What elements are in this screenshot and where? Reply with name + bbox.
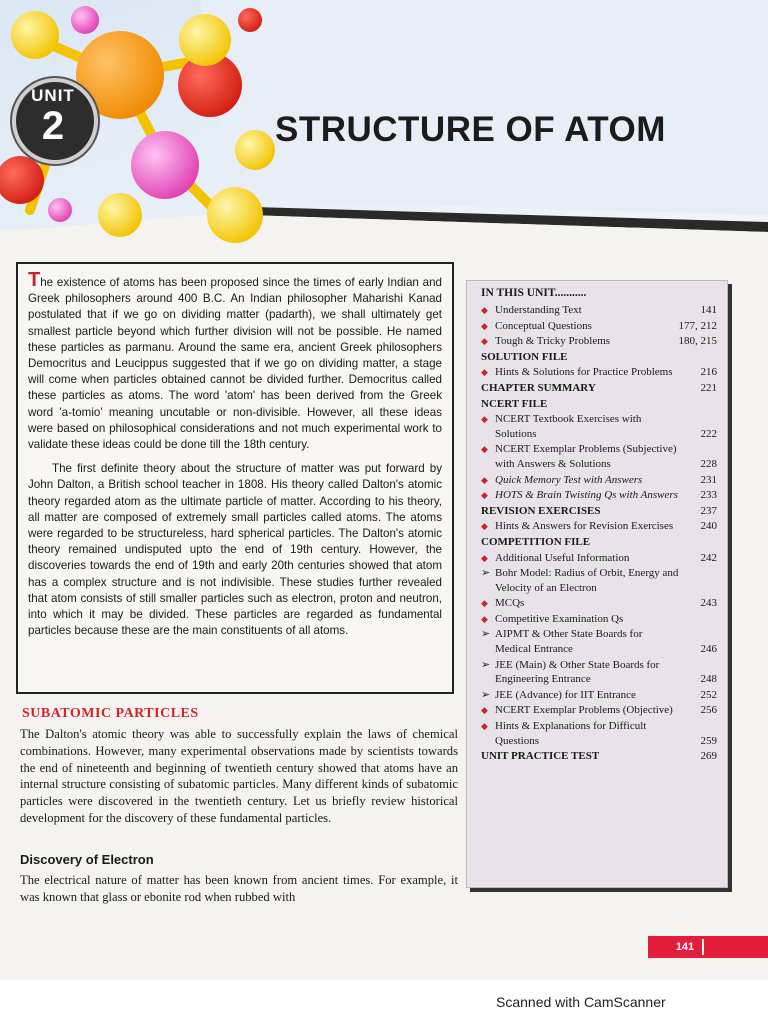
toc-item: [481, 303, 717, 318]
unit-label: UNIT: [31, 86, 75, 105]
toc-item: [481, 658, 717, 687]
toc-page-number: 233: [700, 489, 717, 502]
toc-item-label: Tough & Tricky Problems: [495, 335, 611, 348]
toc-item: [481, 703, 717, 718]
diamond-bullet-icon: ◆: [481, 490, 488, 501]
toc-item-label: Hints & Explanations for Difficult Questions: [495, 720, 647, 747]
toc-item-label: Additional Useful Information: [495, 551, 630, 564]
toc-item-label: Hints & Answers for Revision Exercises: [495, 520, 674, 533]
intro-paragraph-1-text: he existence of atoms has been proposed since the times of early Indian and Greek philosophers around 400 B.C. An Indian philosopher Maharishi Kanad postulated that if we go on dividing matter (padarth), we shall ultimately get smallest particle beyond which further division will not be possible. He named these particles as parmanu. Around the same era, ancient Greek philosophers Democritus and Leucippus suggested that if we go on dividing matter, a stage will come when particles obtained cannot be divided further. Democritus called these particles as atoms. The word 'atom' has been derived from the Greek word 'a-tomio' meaning uncutable or non-divisible. However, all these ideas were based on philosophical considerations and not much experimental work to validate these ideas could be done till the 18th century.: [28, 276, 442, 452]
toc-item-label: MCQs: [495, 597, 525, 610]
toc-section: [481, 397, 717, 412]
drop-cap: T: [28, 269, 41, 291]
page-number: 141: [668, 939, 704, 955]
diamond-bullet-icon: ◆: [481, 613, 488, 624]
toc-section: [481, 535, 717, 550]
toc-page-number: 222: [700, 427, 717, 440]
toc-section: [481, 749, 717, 764]
toc-page-number: 177, 212: [678, 319, 717, 332]
toc-item-label: NCERT Exemplar Problems (Subjective) with Answers & Solutions: [495, 443, 677, 470]
unit-number: 2: [41, 104, 65, 148]
diamond-bullet-icon: ◆: [481, 705, 488, 716]
toc-item: [481, 442, 717, 471]
intro-paragraph-2: The first definite theory about the structure of matter was put forward by John Dalton, a British school teacher in 1808. His theory called Dalton's atomic theory regarded atom as the ultimate particle of matter. According to his theory, all matter are composed of extremely small particles called atoms. The atoms were regarded to be structureless, hard spherical particles. The Dalton's atomic theory remained undisputed upto the end of 19th century. However, the discoveries towards the end of 19th and early 20th centuries showed that atom has a complex structure and is not indivisible. These studies further revealed that atom consists of still smaller particles such as electron, proton and neutron, into which it may be divided. These particles are regarded as fundamental particles because these are the main constituents of all atoms.: [28, 462, 442, 638]
toc-item: [481, 551, 717, 566]
toc-page-number: 248: [700, 673, 717, 686]
toc-item-label: AIPMT & Other State Boards for Medical Entrance: [495, 628, 643, 656]
diamond-bullet-icon: ◆: [481, 552, 488, 563]
toc-item-label: JEE (Main) & Other State Boards for Engineering Entrance: [495, 658, 660, 686]
toc-page-number: 269: [700, 750, 717, 763]
subatomic-paragraph: The Dalton's atomic theory was able to successfully explain the laws of chemical combinations. However, many experimental observations made by scientists towards the end of nineteenth and beginning of twentieth century showed that atoms have an internal structure consisting of subatomic particles. Many different kinds of subatomic particles were discovered in the twentieth century. Let us briefly review historical development for the discovery of these fundamental particles.: [20, 727, 458, 825]
page-tab-bar: [648, 936, 768, 958]
toc-item-label: HOTS & Brain Twisting Qs with Answers: [495, 489, 678, 502]
toc-section: [481, 381, 717, 396]
toc-item-label: Understanding Text: [495, 304, 582, 316]
toc-section-label: REVISION EXERCISES: [481, 504, 601, 517]
toc-item: [481, 596, 717, 611]
toc-page-number: 240: [700, 520, 717, 533]
toc-page-number: 259: [700, 734, 717, 747]
toc-item: [481, 365, 717, 380]
toc-item-label: Bohr Model: Radius of Orbit, Energy and Velocity of an Electron: [495, 567, 679, 594]
toc-page-number: 246: [700, 643, 717, 656]
toc-page-number: 141: [700, 304, 717, 316]
toc-item: [481, 412, 717, 441]
subheading-discovery-of-electron: Discovery of Electron: [20, 852, 154, 867]
toc-item: [481, 473, 717, 488]
toc-item-label: Hints & Solutions for Practice Problems: [495, 366, 673, 379]
toc-item: [481, 519, 717, 534]
toc-item: [481, 688, 717, 703]
electron-paragraph: The electrical nature of matter has been known from ancient times. For example, it was known that glass or ebonite rod when rubbed with: [20, 873, 458, 904]
toc-item-label: Competitive Examination Qs: [495, 612, 624, 625]
toc-item-label: Quick Memory Test with Answers: [495, 473, 643, 486]
unit-contents-box: [466, 280, 728, 888]
toc-section: [481, 350, 717, 365]
toc-item-label: NCERT Textbook Exercises with Solutions: [495, 413, 642, 440]
toc-item-label: Conceptual Questions: [495, 319, 592, 332]
toc-item-label: NCERT Exemplar Problems (Objective): [495, 704, 673, 717]
toc-page-number: 237: [700, 504, 717, 517]
toc-page-number: 243: [700, 597, 717, 610]
toc-section: [481, 504, 717, 519]
diamond-bullet-icon: ◆: [481, 367, 488, 378]
toc-page-number: 228: [700, 457, 717, 470]
toc-page-number: 252: [700, 688, 717, 701]
arrow-bullet-icon: ➢: [481, 658, 491, 671]
arrow-bullet-icon: ➢: [481, 688, 491, 701]
toc-page-number: 242: [700, 551, 717, 564]
toc-page-number: 221: [700, 381, 717, 394]
toc-item: [481, 488, 717, 503]
intro-paragraph-1: [28, 269, 442, 453]
arrow-bullet-icon: ➢: [481, 628, 491, 641]
toc-item: [481, 627, 717, 656]
toc-page-number: 256: [700, 704, 717, 717]
toc-page-number: 231: [700, 473, 717, 486]
toc-item: [481, 719, 717, 748]
toc-item: [481, 566, 717, 595]
toc-section-label: UNIT PRACTICE TEST: [481, 750, 600, 763]
diamond-bullet-icon: ◆: [481, 444, 488, 455]
scanner-watermark: Scanned with CamScanner: [496, 994, 666, 1010]
diamond-bullet-icon: ◆: [481, 414, 488, 425]
section-heading-subatomic: SUBATOMIC PARTICLES: [22, 706, 199, 721]
toc-item: [481, 334, 717, 349]
toc-section-label: CHAPTER SUMMARY: [481, 381, 596, 394]
diamond-bullet-icon: ◆: [481, 474, 488, 485]
diamond-bullet-icon: ◆: [481, 598, 488, 609]
diamond-bullet-icon: ◆: [481, 305, 488, 315]
toc-list: [481, 303, 717, 764]
toc-page-number: 180, 215: [678, 335, 717, 348]
intro-box: [16, 262, 454, 694]
diamond-bullet-icon: ◆: [481, 320, 488, 331]
chapter-title: STRUCTURE OF ATOM: [275, 110, 666, 149]
arrow-bullet-icon: ➢: [481, 567, 491, 580]
toc-item: [481, 319, 717, 334]
toc-section-label: SOLUTION FILE: [481, 350, 568, 363]
toc-section-label: NCERT FILE: [481, 397, 548, 410]
toc-item: [481, 612, 717, 627]
diamond-bullet-icon: ◆: [481, 521, 488, 532]
toc-title: IN THIS UNIT...........: [481, 287, 587, 299]
toc-section-label: COMPETITION FILE: [481, 535, 591, 548]
diamond-bullet-icon: ◆: [481, 721, 488, 732]
diamond-bullet-icon: ◆: [481, 336, 488, 347]
toc-page-number: 216: [700, 366, 717, 379]
toc-item-label: JEE (Advance) for IIT Entrance: [495, 688, 636, 701]
